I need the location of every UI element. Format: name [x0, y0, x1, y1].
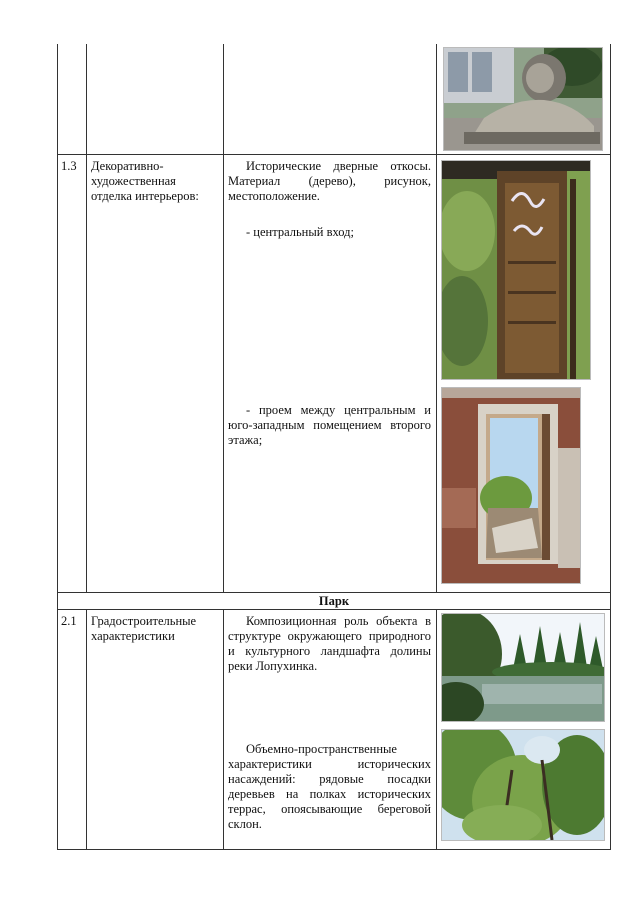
- table-column-divider: [223, 610, 224, 850]
- row-item: - центральный вход;: [246, 225, 354, 239]
- table-row-divider: [57, 609, 611, 610]
- row-number: 2.1: [61, 614, 77, 628]
- table-column-divider: [436, 610, 437, 850]
- table-column-divider: [86, 610, 87, 850]
- table-column-divider: [86, 44, 87, 592]
- row-characteristic: Декоративно-художественная отделка интерьеров:: [91, 159, 199, 203]
- table-row-divider: [57, 154, 611, 155]
- row-characteristic: Градостроительные характеристики: [91, 614, 197, 643]
- terrace-trees-photo: [441, 729, 605, 841]
- lion-sculpture-photo: [443, 47, 603, 151]
- river-valley-landscape-photo: [441, 613, 605, 722]
- row-item: - проем между центральным и юго-западным помещением второго этажа;: [228, 403, 431, 447]
- row-number: 1.3: [61, 159, 77, 173]
- table-border-right: [610, 44, 611, 850]
- table-border-bottom: [57, 849, 611, 850]
- row-item: Объемно-пространственные характеристики исторических насаждений: рядовые посадки деревьев на полках исторических террас, опоясывающие береговой склон.: [228, 742, 431, 831]
- section-title: Парк: [318, 594, 350, 608]
- table-column-divider: [436, 44, 437, 592]
- table-column-divider: [223, 44, 224, 592]
- row-description: Композиционная роль объекта в структуре окружающего природного и культурного ландшафта долины реки Лопухинка.: [228, 614, 431, 673]
- table-border-left: [57, 44, 58, 850]
- central-entrance-door-photo: [441, 160, 591, 380]
- second-floor-opening-photo: [441, 387, 581, 584]
- table-row-divider: [57, 592, 611, 593]
- row-description: Исторические дверные откосы. Материал (дерево), рисунок, местоположение.: [228, 159, 431, 203]
